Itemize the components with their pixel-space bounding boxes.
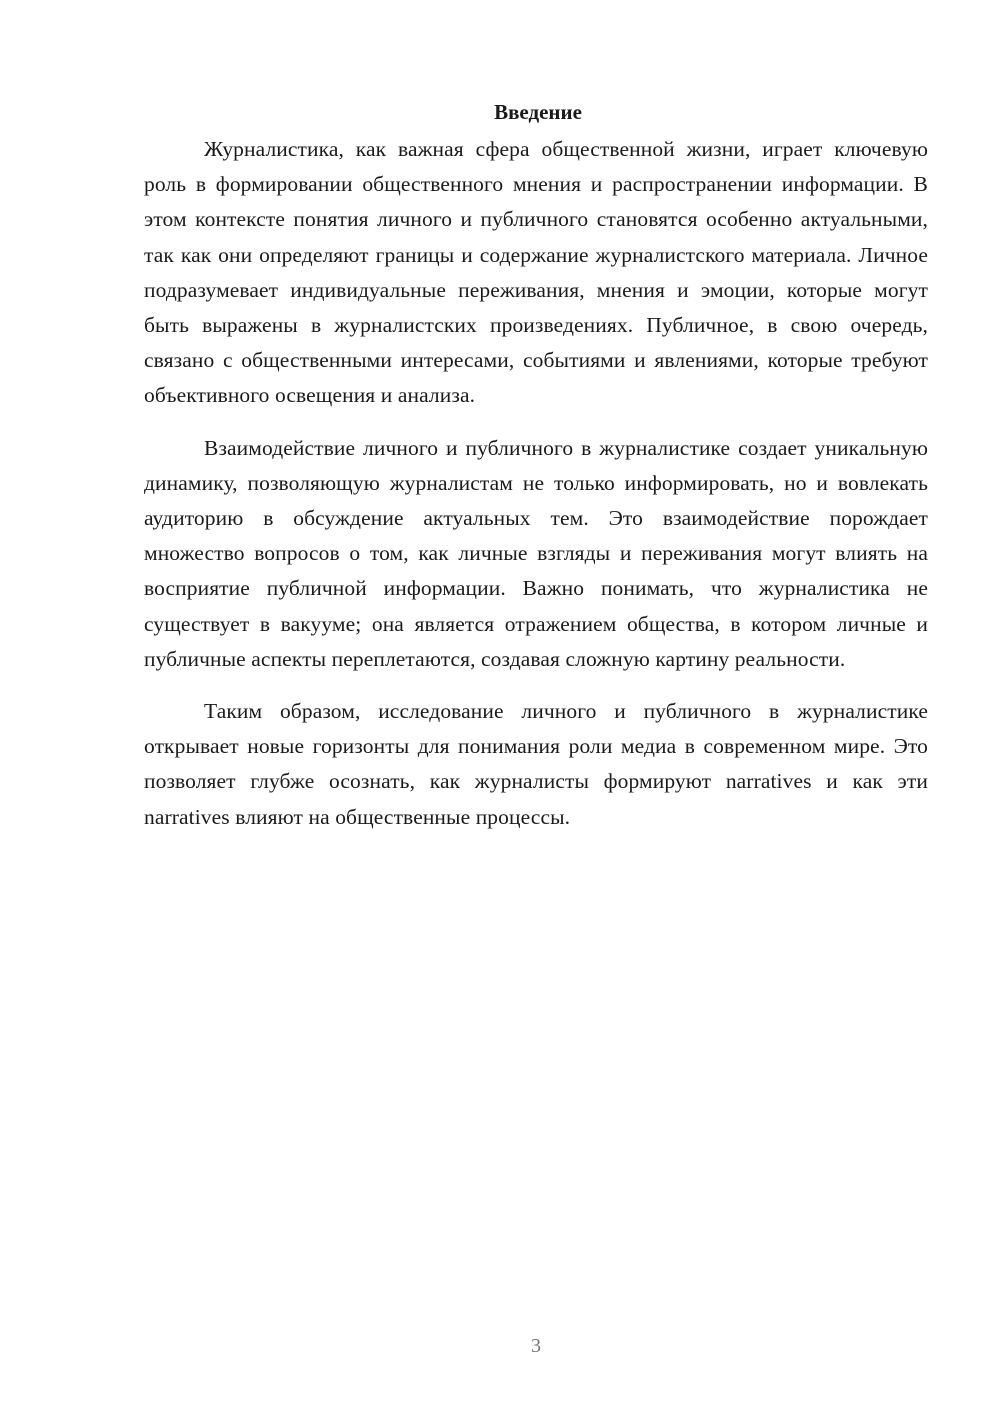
page-content	[144, 96, 928, 852]
page-number: 3	[531, 1335, 541, 1357]
paragraph-2: Взаимодействие личного и публичного в журналистике создает уникальную динамику, позволяющую журналистам не только информировать, но и вовлекать аудиторию в обсуждение актуальных тем. Это взаимодействие порождает множество вопросов о том, как личные взгляды и переживания могут влиять на восприятие публичной информации. Важно понимать, что журналистика не существует в вакууме; она является отражением общества, в котором личные и публичные аспекты переплетаются, создавая сложную картину реальности.	[144, 435, 928, 671]
section-title: Введение	[494, 100, 582, 124]
paragraph-3: Таким образом, исследование личного и публичного в журналистике открывает новые горизонты для понимания роли медиа в современном мире. Это позволяет глубже осознать, как журналисты формируют narratives и как эти narratives влияют на общественные процессы.	[144, 699, 928, 829]
paragraph-1: Журналистика, как важная сфера общественной жизни, играет ключевую роль в формировании общественного мнения и распространении информации. В этом контексте понятия личного и публичного становятся особенно актуальными, так как они определяют границы и содержание журналистского материала. Личное подразумевает индивидуальные переживания, мнения и эмоции, которые могут быть выражены в журналистских произведениях. Публичное, в свою очередь, связано с общественными интересами, событиями и явлениями, которые требуют объективного освещения и анализа.	[144, 137, 928, 408]
